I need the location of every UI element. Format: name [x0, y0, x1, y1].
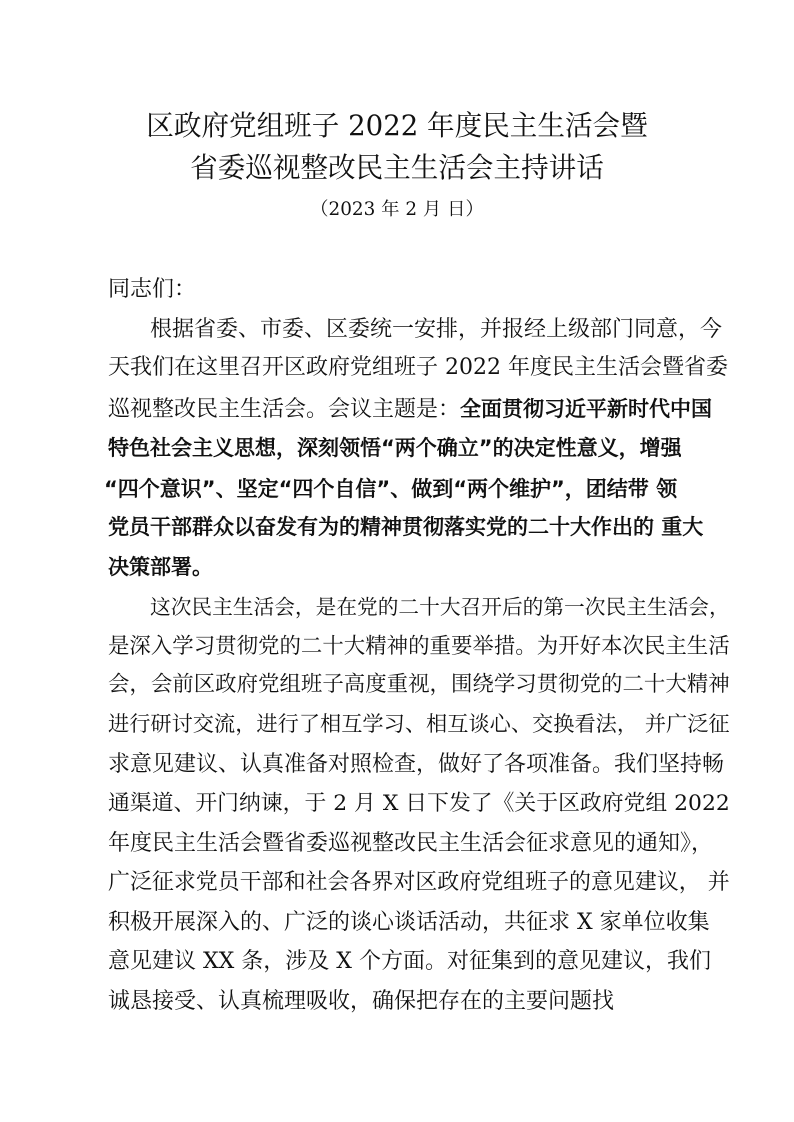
para1-line-3-plain: 巡视整改民主生活会。会议主题是： — [108, 397, 461, 422]
salutation: 同志们： — [108, 277, 197, 302]
para2-line-8: 广泛征求党员干部和社会各界对区政府党组班子的意见建议， 并 — [108, 870, 730, 895]
para1-line-1: 根据省委、市委、区委统一安排，并报经上级部门同意，今 — [150, 317, 723, 342]
para2-line-6: 通渠道、开门纳谏，于 2 月 X 日下发了《关于区政府党组 2022 — [108, 791, 730, 816]
para2-line-7: 年度民主生活会暨省委巡视整改民主生活会征求意见的通知》， — [108, 831, 714, 856]
para1-line-4: 特色社会主义思想，深刻领悟“两个确立”的决定性意义，增强 — [108, 436, 682, 460]
speech-date: （2023 年 2 月 日） — [310, 199, 484, 220]
para1-line-6: 党员干部群众以奋发有为的精神贯彻落实党的二十大作出的 重大 — [108, 515, 704, 539]
para2-line-2: 是深入学习贯彻党的二十大精神的重要举措。为开好本次民主生活 — [108, 634, 730, 659]
title-line-2: 省委巡视整改民主生活会主持讲话 — [190, 151, 604, 184]
para1-line-7: 决策部署。 — [108, 555, 213, 579]
para2-line-3: 会，会前区政府党组班子高度重视，围绕学习贯彻党的二十大精神 — [108, 672, 730, 697]
para2-line-9: 积极开展深入的、广泛的谈心谈话活动，共征求 X 家单位收集 — [108, 910, 710, 935]
para2-line-11: 诚恳接受、认真梳理吸收，确保把存在的主要问题找 — [108, 989, 615, 1014]
para1-line-5: “四个意识”、坚定“四个自信”、做到“两个维护”，团结带 领 — [104, 477, 678, 501]
para2-line-4: 进行研讨交流，进行了相互学习、相互谈心、交换看法， 并广泛征 — [108, 712, 730, 737]
title-line-1: 区政府党组班子 2022 年度民主生活会暨 — [146, 109, 648, 142]
para1-theme-start: 全面贯彻习近平新时代中国 — [460, 397, 713, 421]
para1-line-3 — [108, 394, 712, 425]
para1-line-2: 天我们在这里召开区政府党组班子 2022 年度民主生活会暨省委 — [108, 355, 728, 380]
para2-line-5: 求意见建议、认真准备对照检查，做好了各项准备。我们坚持畅 — [108, 752, 725, 777]
para2-line-1: 这次民主生活会，是在党的二十大召开后的第一次民主生活会， — [150, 595, 730, 619]
para2-line-10: 意见建议 XX 条，涉及 X 个方面。对征集到的意见建议，我们 — [108, 949, 711, 974]
